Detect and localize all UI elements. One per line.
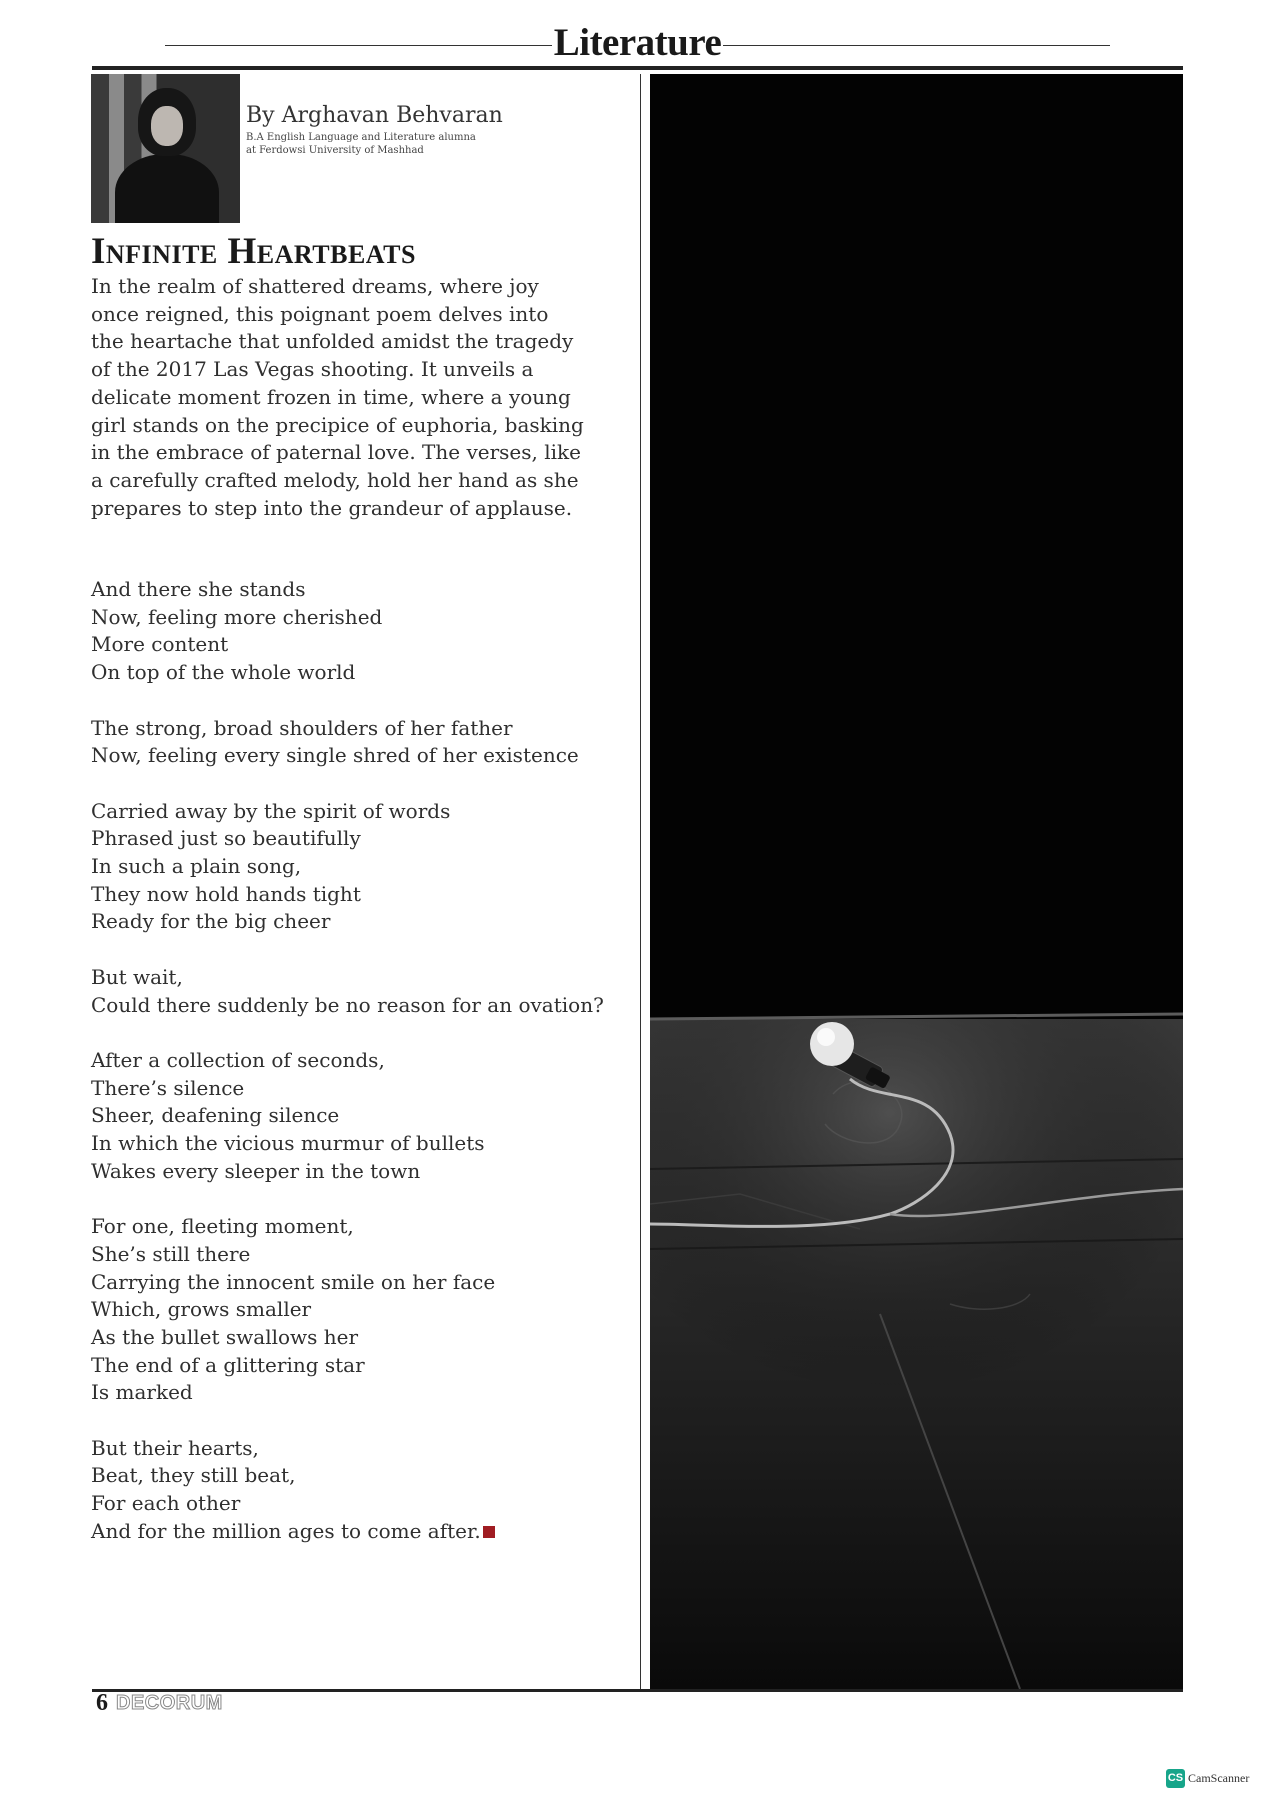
author-credentials [246,131,546,157]
poem-stanza [91,1213,636,1407]
camscanner-icon: CS [1166,1769,1185,1788]
header-rule-left [165,45,552,46]
poem-line: Sheer, deafening silence [91,1103,340,1128]
poem-line: Could there suddenly be no reason for an ovation? [91,992,604,1017]
poem-line: Now, feeling every single shred of her existence [91,743,579,768]
credential-line: at Ferdowsi University of Mashhad [246,145,424,156]
article-title: Infinite Heartbeats [91,231,416,272]
header-rule-right [723,45,1110,46]
page-number: 6 [96,1690,108,1716]
intro-line: In the realm of shattered dreams, where joy [91,274,539,298]
intro-line: a carefully crafted melody, hold her hand as she [91,467,579,492]
poem-line: For each other [91,1491,241,1516]
poem-line: Now, feeling more cherished [91,604,383,629]
poem-stanza [91,576,636,687]
poem-line-last-text: And for the million ages to come after. [91,1518,481,1543]
poem-line: In such a plain song, [91,854,302,878]
poem-line: But their hearts, [91,1435,259,1460]
intro-line: in the embrace of paternal love. The verses, like [91,440,581,465]
poem-line: On top of the whole world [91,660,356,685]
poem-line: For one, fleeting moment, [91,1214,354,1239]
poem-line: But wait, [91,964,183,989]
intro-line: of the 2017 Las Vegas shooting. It unveils a [91,357,534,382]
poem-line: Carried away by the spirit of words [91,798,451,823]
poem-line: The strong, broad shoulders of her father [91,715,513,740]
section-header [165,20,1110,70]
camscanner-label: CamScanner [1188,1770,1250,1785]
poem-line: And there she stands [91,577,306,601]
camscanner-watermark [1166,1768,1249,1788]
article-intro [91,273,631,522]
poem-stanza [91,715,636,770]
poem-line: They now hold hands tight [91,881,361,906]
poem-line: Carrying the innocent smile on her face [91,1269,496,1294]
poem-line: More content [91,632,229,657]
poem-line: Which, grows smaller [91,1297,312,1322]
poem-stanza [91,798,636,937]
poem-line: Phrased just so beautifully [91,826,361,851]
microphone-photo [650,74,1183,1689]
poem-stanza [91,1047,636,1186]
poem-line: There’s silence [91,1075,245,1100]
magazine-logo: DECORUM [116,1692,223,1714]
poem-line: Is marked [91,1380,193,1405]
author-photo [91,74,240,223]
poem [91,576,636,1573]
section-title: Literature [553,21,722,64]
intro-line: girl stands on the precipice of euphoria, basking [91,412,584,437]
intro-line: prepares to step into the grandeur of applause. [91,495,573,520]
poem-line: Ready for the big cheer [91,909,331,934]
poem-line: Beat, they still beat, [91,1463,296,1488]
credential-line: B.A English Language and Literature alumna [246,132,476,143]
poem-line: As the bullet swallows her [91,1324,359,1349]
poem-line: Wakes every sleeper in the town [91,1158,421,1183]
header-divider [92,66,1183,70]
intro-line: the heartache that unfolded amidst the tragedy [91,329,574,354]
end-mark-icon [483,1526,495,1538]
poem-line-last [91,1518,636,1546]
column-divider [640,74,641,1689]
poem-line: She’s still there [91,1241,251,1266]
intro-line: once reigned, this poignant poem delves into [91,301,549,326]
intro-line: delicate moment frozen in time, where a young [91,384,571,409]
poem-line: In which the vicious murmur of bullets [91,1131,485,1155]
poem-stanza [91,964,636,1019]
author-byline: By Arghavan Behvaran [246,103,503,128]
poem-line: The end of a glittering star [91,1352,365,1377]
poem-line: After a collection of seconds, [91,1047,385,1072]
poem-stanza [91,1435,636,1546]
footer-divider [92,1689,1183,1692]
